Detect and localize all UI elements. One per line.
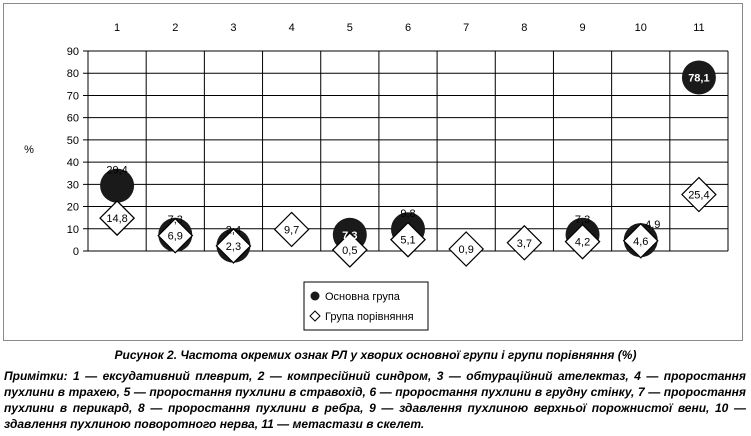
y-tick-label: 10 xyxy=(66,223,79,236)
x-tick-label: 3 xyxy=(230,22,237,34)
data-label-comparison: 0,9 xyxy=(458,244,474,256)
chart-frame xyxy=(3,3,743,341)
x-tick-label: 8 xyxy=(521,22,528,34)
x-tick-label: 1 xyxy=(114,22,121,34)
data-label-comparison: 5,1 xyxy=(400,234,416,247)
x-tick-label: 6 xyxy=(404,22,412,34)
y-tick-label: 30 xyxy=(66,179,79,192)
data-label-comparison: 2,3 xyxy=(225,240,242,253)
y-tick-label: 60 xyxy=(66,112,79,125)
data-label-main: 9,8 xyxy=(400,208,416,221)
x-tick-label: 4 xyxy=(288,22,295,34)
data-label-main: 7,3 xyxy=(167,213,183,226)
data-label-comparison: 4,6 xyxy=(633,235,649,248)
y-tick-label: 40 xyxy=(66,157,79,170)
legend-label-main: Основна група xyxy=(325,291,400,303)
legend-label-comparison: Група порівняння xyxy=(325,311,414,323)
y-tick-label: 70 xyxy=(66,90,79,103)
y-axis-label: % xyxy=(24,144,34,156)
data-label-comparison: 4,2 xyxy=(574,236,591,249)
figure-notes xyxy=(4,368,746,432)
y-tick-label: 90 xyxy=(66,46,79,58)
y-tick-label: 20 xyxy=(66,201,79,214)
data-label-comparison: 0,5 xyxy=(342,244,358,257)
figure-caption-title: Рисунок 2. Частота окремих ознак РЛ у хворих основної групи і групи порівняння (%) xyxy=(114,348,637,362)
data-label-comparison: 6,9 xyxy=(167,230,183,243)
x-tick-label: 11 xyxy=(693,22,705,34)
y-tick-label: 80 xyxy=(66,68,79,81)
data-label-comparison: 9,7 xyxy=(283,224,300,237)
data-label-comparison: 3,7 xyxy=(516,237,533,250)
x-tick-label: 2 xyxy=(172,22,179,34)
figure-notes-label: Примітки: xyxy=(4,369,68,383)
data-label-comparison: 14,8 xyxy=(106,213,128,226)
x-tick-label: 7 xyxy=(463,22,470,34)
data-label-main: 29,4 xyxy=(106,164,128,177)
x-tick-label: 9 xyxy=(579,22,586,34)
x-tick-label: 10 xyxy=(634,22,647,34)
legend-marker-main xyxy=(311,292,320,301)
figure-notes-text: 1 — ексудативний плеврит, 2 — компресійний синдром, 3 — обтураційний ателектаз, 4 — проростання пухлини в трахею, 5 — проростання пухлини в стравохід, 6 — проростання пухлини в грудну стінку, 7 — проростання пухлини в перикард, 8 — проростання пухлини в ребра, 9 — здавлення пухлиною верхньої порожнистої вени, 10 — здавлення пухлиною поворотного нерва, 11 — метастази в скелет. xyxy=(4,369,746,431)
data-label-main: 7,3 xyxy=(342,229,358,242)
x-tick-label: 5 xyxy=(346,22,353,34)
chart xyxy=(4,4,742,340)
data-label-main: 2,4 xyxy=(225,224,242,237)
data-label-main: 4,9 xyxy=(645,219,661,232)
y-tick-label: 50 xyxy=(66,134,79,147)
data-label-main: 78,1 xyxy=(688,72,710,85)
y-tick-label: 0 xyxy=(72,246,79,258)
data-label-comparison: 25,4 xyxy=(688,189,710,202)
data-label-main: 7,3 xyxy=(574,213,591,226)
